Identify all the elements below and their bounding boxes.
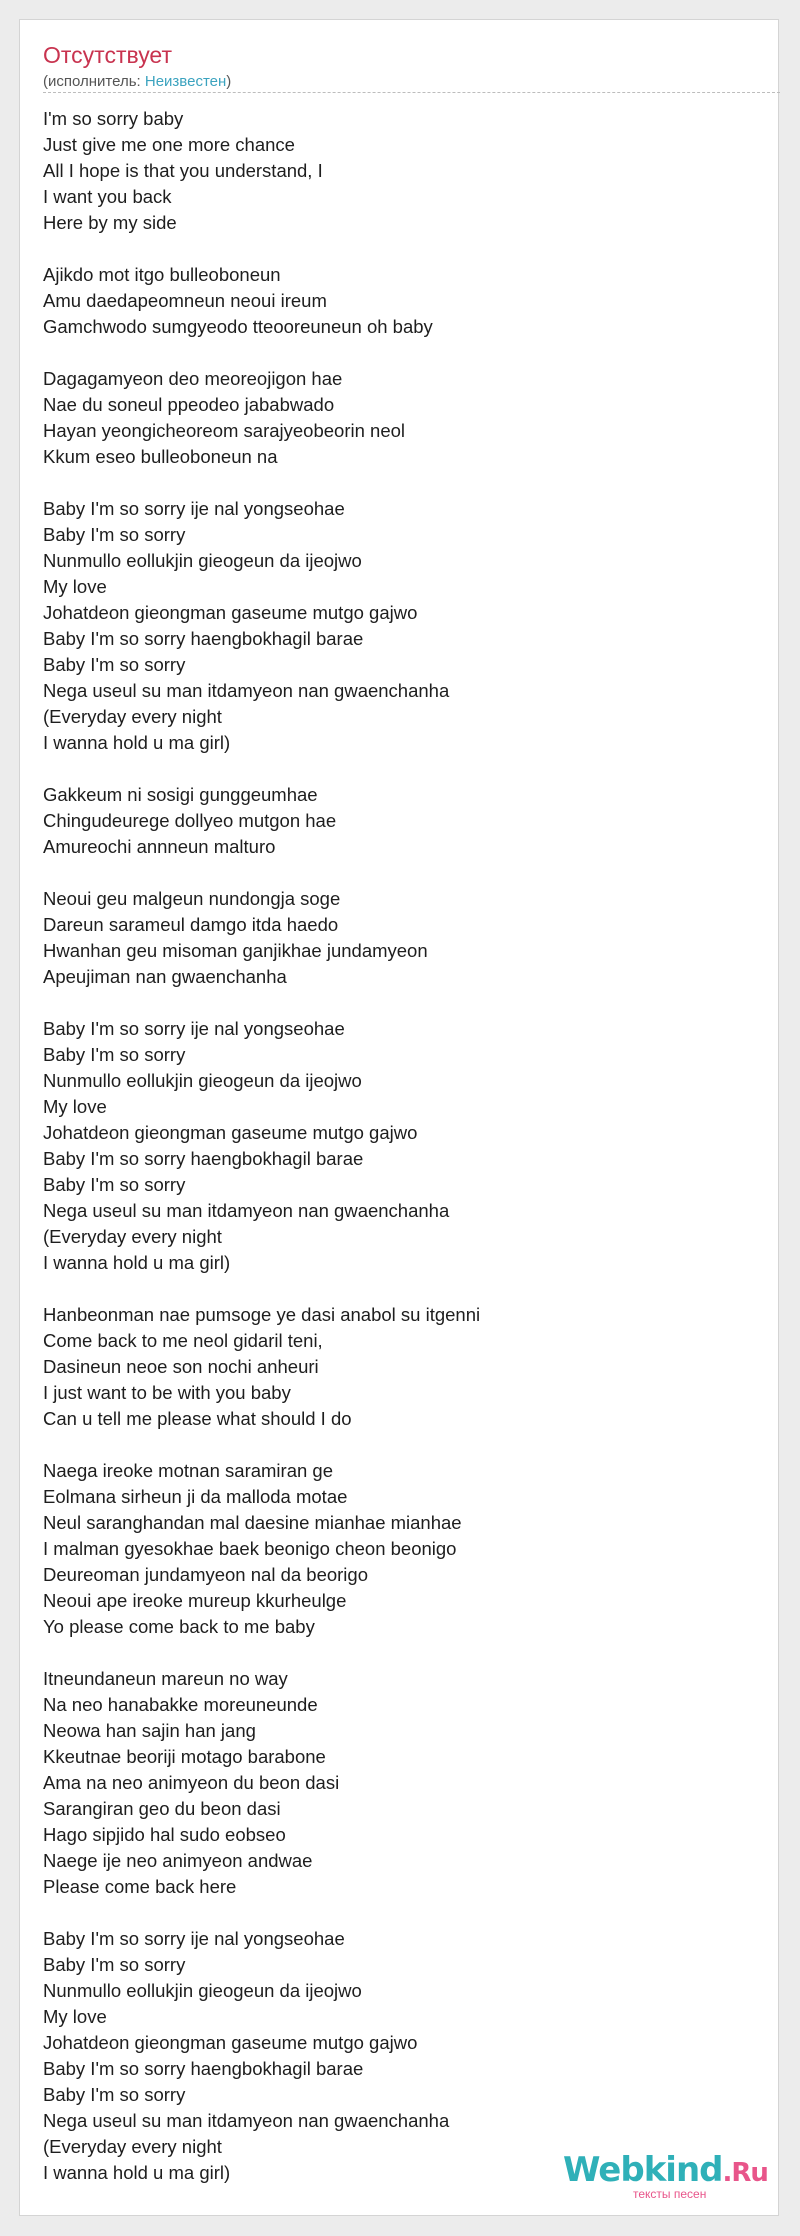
lyric-line: Please come back here (43, 1876, 237, 1897)
stanza-break (43, 756, 763, 782)
lyric-line: Na neo hanabakke moreuneunde (43, 1694, 318, 1715)
lyric-line: Baby I'm so sorry ije nal yongseohae (43, 1928, 345, 1949)
lyric-line: Johatdeon gieongman gaseume mutgo gajwo (43, 1122, 418, 1143)
lyric-line: Baby I'm so sorry (43, 524, 186, 545)
lyric-line: Ajikdo mot itgo bulleoboneun (43, 264, 281, 285)
lyric-line: Hwanhan geu misoman ganjikhae jundamyeon (43, 940, 428, 961)
lyric-line: Hago sipjido hal sudo eobseo (43, 1824, 286, 1845)
lyric-line: Sarangiran geo du beon dasi (43, 1798, 281, 1819)
lyric-line: Can u tell me please what should I do (43, 1408, 352, 1429)
lyric-line: Neowa han sajin han jang (43, 1720, 256, 1741)
lyric-line: Come back to me neol gidaril teni, (43, 1330, 323, 1351)
lyric-line: (Everyday every night (43, 706, 222, 727)
stanza-break (43, 1276, 763, 1302)
lyric-line: Ama na neo animyeon du beon dasi (43, 1772, 340, 1793)
lyric-line: I malman gyesokhae baek beonigo cheon beonigo (43, 1538, 457, 1559)
lyric-line: Baby I'm so sorry (43, 1954, 186, 1975)
lyric-line: Nega useul su man itdamyeon nan gwaenchanha (43, 680, 450, 701)
lyric-line: Naege ije neo animyeon andwae (43, 1850, 313, 1871)
lyric-line: Amureochi annneun malturo (43, 836, 276, 857)
lyric-line: Baby I'm so sorry (43, 2084, 186, 2105)
lyric-line: Deureoman jundamyeon nal da beorigo (43, 1564, 368, 1585)
lyric-line: Dareun sarameul damgo itda haedo (43, 914, 339, 935)
lyric-line: (Everyday every night (43, 1226, 222, 1247)
lyric-line: Nunmullo eollukjin gieogeun da ijeojwo (43, 1980, 362, 2001)
stanza-break (43, 470, 763, 496)
artist-line (43, 73, 780, 93)
lyric-line: Baby I'm so sorry haengbokhagil barae (43, 2058, 364, 2079)
stanza-break (43, 1432, 763, 1458)
artist-suffix: ) (226, 73, 232, 90)
logo-tld: .Ru (722, 2158, 768, 2188)
lyric-line: Here by my side (43, 212, 177, 233)
lyric-line: My love (43, 576, 107, 597)
lyric-line: Johatdeon gieongman gaseume mutgo gajwo (43, 602, 418, 623)
lyric-line: My love (43, 2006, 107, 2027)
lyric-line: Baby I'm so sorry ije nal yongseohae (43, 1018, 345, 1039)
lyric-line: Nega useul su man itdamyeon nan gwaenchanha (43, 1200, 450, 1221)
lyric-line: All I hope is that you understand, I (43, 160, 323, 181)
lyric-line: Baby I'm so sorry (43, 1174, 186, 1195)
stanza-break (43, 860, 763, 886)
lyric-line: Neul saranghandan mal daesine mianhae mianhae (43, 1512, 462, 1533)
lyrics-card (19, 19, 779, 2216)
lyric-line: I'm so sorry baby (43, 108, 184, 129)
lyric-line: Johatdeon gieongman gaseume mutgo gajwo (43, 2032, 418, 2053)
lyric-line: Naega ireoke motnan saramiran ge (43, 1460, 333, 1481)
lyric-line: Baby I'm so sorry (43, 654, 186, 675)
stanza-break (43, 340, 763, 366)
stanza-break (43, 236, 763, 262)
artist-link[interactable]: Неизвестен (144, 73, 227, 90)
lyric-line: I wanna hold u ma girl) (43, 732, 231, 753)
lyric-line: Dasineun neoe son nochi anheuri (43, 1356, 319, 1377)
lyric-line: Neoui ape ireoke mureup kkurheulge (43, 1590, 347, 1611)
lyric-line: Kkum eseo bulleoboneun na (43, 446, 278, 467)
lyric-line: Nega useul su man itdamyeon nan gwaenchanha (43, 2110, 450, 2131)
lyric-line: I wanna hold u ma girl) (43, 2162, 231, 2183)
lyric-line: Baby I'm so sorry (43, 1044, 186, 1065)
lyric-line: I wanna hold u ma girl) (43, 1252, 231, 1273)
logo-name: Webkind (563, 2150, 723, 2190)
lyric-line: I just want to be with you baby (43, 1382, 291, 1403)
lyric-line: Gamchwodo sumgyeodo tteooreuneun oh baby (43, 316, 433, 337)
lyrics-text (43, 106, 763, 2186)
lyric-line: Nunmullo eollukjin gieogeun da ijeojwo (43, 1070, 362, 1091)
lyric-line: Amu daedapeomneun neoui ireum (43, 290, 327, 311)
lyric-line: Eolmana sirheun ji da malloda motae (43, 1486, 348, 1507)
lyric-line: Baby I'm so sorry ije nal yongseohae (43, 498, 345, 519)
stanza-break (43, 990, 763, 1016)
lyric-line: Nae du soneul ppeodeo jababwado (43, 394, 335, 415)
lyric-line: Chingudeurege dollyeo mutgon hae (43, 810, 337, 831)
song-title: Отсутствует (43, 42, 172, 68)
lyric-line: Baby I'm so sorry haengbokhagil barae (43, 1148, 364, 1169)
stanza-break (43, 1640, 763, 1666)
lyric-line: Apeujiman nan gwaenchanha (43, 966, 287, 987)
artist-prefix: (исполнитель: (43, 73, 145, 90)
lyric-line: (Everyday every night (43, 2136, 222, 2157)
lyric-line: Baby I'm so sorry haengbokhagil barae (43, 628, 364, 649)
lyric-line: Itneundaneun mareun no way (43, 1668, 288, 1689)
lyric-line: Kkeutnae beoriji motago barabone (43, 1746, 326, 1767)
lyric-line: Gakkeum ni sosigi gunggeumhae (43, 784, 318, 805)
lyric-line: Hayan yeongicheoreom sarajyeobeorin neol (43, 420, 406, 441)
site-logo[interactable] (563, 2150, 783, 2210)
lyric-line: Just give me one more chance (43, 134, 295, 155)
logo-tagline: тексты песен (633, 2187, 707, 2201)
lyric-line: Nunmullo eollukjin gieogeun da ijeojwo (43, 550, 362, 571)
lyric-line: Yo please come back to me baby (43, 1616, 315, 1637)
stanza-break (43, 1900, 763, 1926)
lyric-line: Neoui geu malgeun nundongja soge (43, 888, 341, 909)
lyric-line: I want you back (43, 186, 172, 207)
lyric-line: Hanbeonman nae pumsoge ye dasi anabol su itgenni (43, 1304, 481, 1325)
lyric-line: My love (43, 1096, 107, 1117)
lyric-line: Dagagamyeon deo meoreojigon hae (43, 368, 343, 389)
